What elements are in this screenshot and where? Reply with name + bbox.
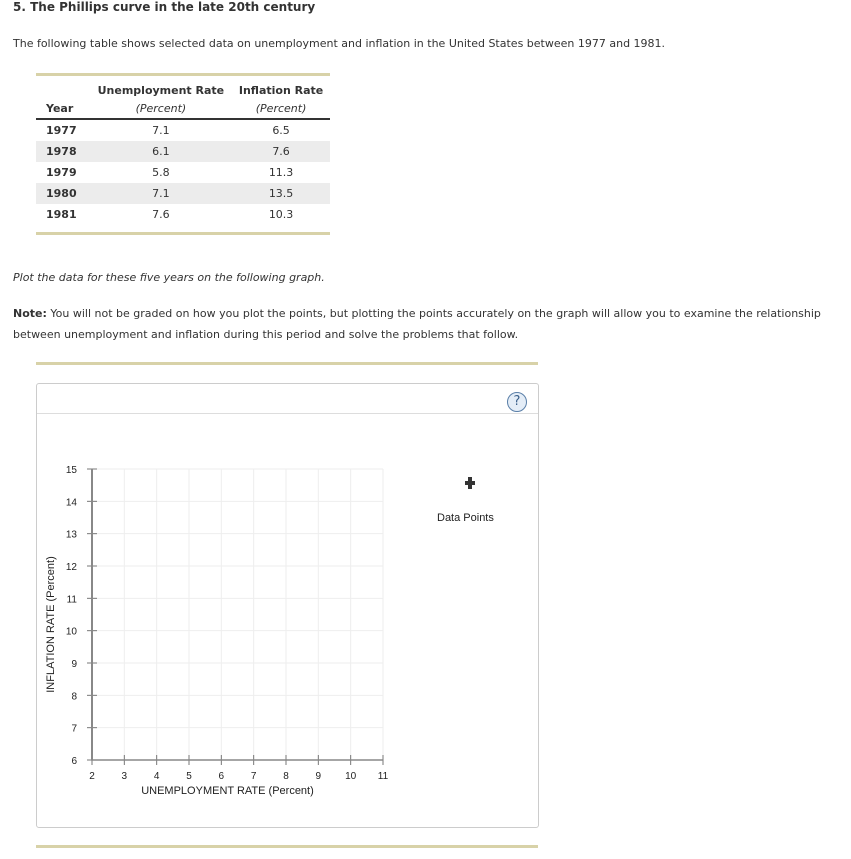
x-tick-label: 10 — [345, 771, 357, 782]
y-tick-label: 14 — [65, 497, 77, 509]
col-year: Year — [46, 102, 74, 115]
table-row — [36, 119, 330, 141]
x-axis-label: UNEMPLOYMENT RATE (Percent) — [141, 785, 314, 797]
col-unemp-unit: (Percent) — [135, 102, 187, 115]
question-title: 5. The Phillips curve in the late 20th century — [13, 0, 316, 14]
table-row — [36, 162, 330, 183]
plus-icon[interactable] — [465, 477, 475, 489]
cell-unemp: 6.1 — [90, 141, 233, 162]
table-row — [36, 141, 330, 162]
y-tick-label: 12 — [65, 562, 77, 573]
y-tick-label: 15 — [65, 465, 77, 476]
cell-year: 1981 — [46, 208, 77, 221]
cell-infl: 11.3 — [268, 166, 294, 179]
cell-infl: 7.6 — [232, 141, 330, 162]
graph-top-rule — [36, 362, 538, 365]
cell-year: 1979 — [46, 166, 77, 179]
table-bottom-rule — [36, 232, 330, 235]
help-icon[interactable]: ? — [507, 392, 527, 412]
note-text: You will not be graded on how you plot the points, but plotting the points accurately on the graph will allow you to examine the relationship between unemployment and inflation during this period and solve the problems that follow. — [13, 307, 821, 341]
col-infl: Inflation Rate — [238, 84, 324, 97]
graph-panel — [36, 383, 539, 828]
y-tick-label: 7 — [71, 723, 77, 735]
x-tick-label: 8 — [283, 771, 289, 782]
x-tick-label: 5 — [186, 771, 192, 782]
x-tick-label: 4 — [153, 771, 160, 782]
x-tick-label: 3 — [121, 771, 128, 782]
col-infl-unit: (Percent) — [255, 102, 307, 115]
y-tick-label: 8 — [71, 691, 77, 703]
y-tick-label: 13 — [65, 529, 77, 541]
cell-infl: 13.5 — [232, 183, 330, 204]
cell-year: 1978 — [36, 141, 90, 162]
y-tick-label: 9 — [71, 659, 77, 670]
cell-unemp: 7.6 — [152, 208, 170, 221]
x-tick-label: 2 — [89, 771, 95, 782]
cell-year: 1977 — [46, 124, 77, 137]
x-tick-label: 9 — [315, 771, 322, 782]
x-tick-label: 6 — [218, 771, 225, 782]
cell-unemp: 7.1 — [152, 124, 170, 137]
x-tick-label: 7 — [250, 771, 257, 782]
cell-unemp: 5.8 — [152, 166, 170, 179]
intro-text: The following table shows selected data on unemployment and inflation in the United States between 1977 and 1981. — [13, 37, 666, 50]
table-top-rule — [36, 73, 330, 76]
data-table — [36, 82, 330, 225]
legend-label: Data Points — [437, 512, 494, 524]
cell-infl: 6.5 — [272, 124, 290, 137]
graph-canvas[interactable] — [37, 384, 538, 827]
table-row — [36, 183, 330, 204]
note-label: Note: — [13, 307, 47, 320]
y-tick-label: 11 — [66, 594, 77, 606]
cell-unemp: 7.1 — [90, 183, 233, 204]
y-axis-label: INFLATION RATE (Percent) — [45, 556, 57, 693]
plot-instruction: Plot the data for these five years on the following graph. — [13, 271, 325, 284]
cell-infl: 10.3 — [268, 208, 294, 221]
x-tick-label: 11 — [377, 771, 389, 782]
table-row — [36, 204, 330, 225]
y-tick-label: 10 — [65, 626, 77, 638]
col-unemp: Unemployment Rate — [97, 84, 225, 97]
cell-year: 1980 — [36, 183, 90, 204]
note — [13, 303, 833, 345]
y-tick-label: 6 — [71, 756, 77, 767]
graph-bottom-rule — [36, 845, 538, 848]
